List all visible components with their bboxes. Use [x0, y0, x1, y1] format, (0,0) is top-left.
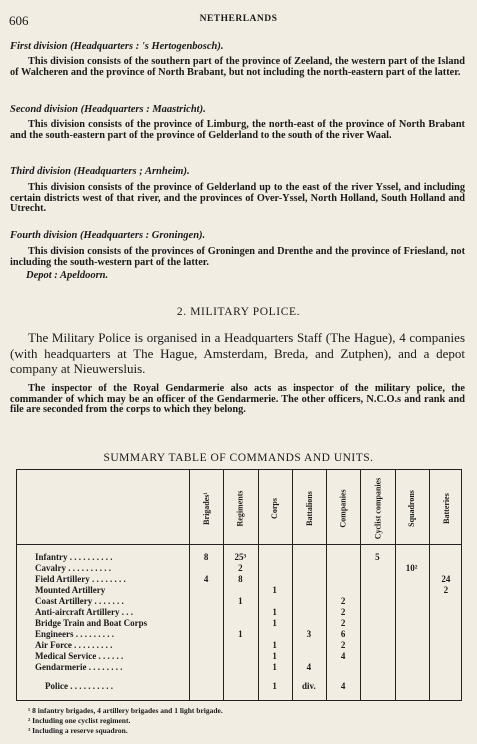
table-cell: 4 — [340, 681, 346, 691]
table-cell: 1 — [272, 618, 277, 628]
column-header — [230, 476, 250, 540]
division-text: This division consists of the province of Gelderland up to the east of the river Yssel, and including certain districts west of that river, and the provinces of Over-Yssel, North Holland, South Holland and Utrecht. — [10, 182, 465, 215]
row-label: Engineers . . . . . . . . . — [35, 629, 115, 639]
inspector-paragraph: The inspector of the Royal Gendarmerie also acts as inspector of the military police, the commander of which may be an officer of the Gendarmerie. The other officers, N.C.O.s and rank and file are seconded from the corps to which they belong. — [10, 383, 465, 416]
column-header — [299, 476, 319, 540]
column-header-label: Squadrons — [407, 489, 417, 527]
column-rule — [429, 470, 430, 700]
table-cell: 2 — [443, 585, 449, 595]
section-title: MILITARY POLICE. — [190, 306, 301, 318]
running-title: NETHERLANDS — [199, 14, 278, 24]
column-header-label: Battalions — [304, 490, 314, 526]
column-header-label: Cyclist companies — [372, 477, 382, 539]
table-cell: 4 — [306, 662, 312, 672]
row-label: Infantry . . . . . . . . . . — [35, 552, 113, 562]
table-cell: 1 — [238, 596, 243, 606]
row-label: Bridge Train and Boat Corps — [35, 618, 148, 628]
column-header-label: Brigades¹ — [201, 491, 211, 525]
table-cell: 2 — [340, 607, 346, 617]
row-label: Police . . . . . . . . . . — [45, 681, 113, 691]
division-text: This division consists of the southern part of the province of Zeeland, the western part of the Island of Walcheren and the province of North Brabant, but not including the north-eastern part of the latter. — [10, 56, 465, 78]
table-cell: 24 — [441, 574, 451, 584]
table-cell: 1 — [272, 681, 277, 691]
table-cell: 3 — [306, 629, 312, 639]
table-cell: 1 — [238, 629, 243, 639]
column-header — [367, 476, 387, 540]
row-label: Air Force . . . . . . . . . — [35, 640, 113, 650]
column-header-label: Corps — [270, 497, 280, 519]
table-cell: 2 — [238, 563, 243, 573]
table-cell: 5 — [375, 552, 380, 562]
table-cell: 10² — [405, 563, 418, 573]
column-header — [402, 476, 422, 540]
division-heading: Third division (Headquarters ; Arnheim). — [10, 166, 190, 177]
table-cell: 2 — [340, 596, 346, 606]
table-cell: 6 — [340, 629, 346, 639]
page-number: 606 — [9, 13, 29, 28]
footnote: ² Including one cyclist regiment. — [28, 716, 131, 725]
division-heading: First division (Headquarters : 's Hertogenbosch). — [10, 41, 224, 52]
table-cell: 25³ — [234, 552, 247, 562]
column-rule — [258, 470, 259, 700]
row-label: Medical Service . . . . . . — [35, 651, 124, 661]
summary-table — [16, 469, 462, 701]
column-header — [265, 476, 285, 540]
row-label: Cavalry . . . . . . . . . . — [35, 563, 111, 573]
table-cell: 4 — [203, 574, 209, 584]
column-rule — [292, 470, 293, 700]
column-header-label: Regiments — [235, 490, 245, 526]
table-cell: 2 — [340, 640, 346, 650]
table-cell: 1 — [272, 662, 277, 672]
column-header-label: Companies — [338, 488, 348, 528]
table-cell: 8 — [203, 552, 209, 562]
row-label: Field Artillery . . . . . . . . — [35, 574, 126, 584]
column-rule — [395, 470, 396, 700]
row-label: Coast Artillery . . . . . . . — [35, 596, 124, 606]
table-cell: 1 — [272, 640, 277, 650]
table-cell: 8 — [238, 574, 243, 584]
section-heading — [0, 306, 477, 318]
column-rule — [360, 470, 361, 700]
footnote: ¹ 8 infantry brigades, 4 artillery brigades and 1 light brigade. — [28, 706, 223, 715]
division-heading: Fourth division (Headquarters : Groningen). — [10, 230, 206, 241]
table-cell: 1 — [272, 607, 277, 617]
row-label: Anti-aircraft Artillery . . . — [35, 607, 134, 617]
column-rule — [189, 470, 190, 700]
column-header-label: Batteries — [441, 492, 451, 524]
row-label: Mounted Artillery — [35, 585, 106, 595]
row-label: Gendarmerie . . . . . . . . — [35, 662, 123, 672]
table-cell: div. — [301, 681, 316, 691]
table-cell: 4 — [340, 651, 346, 661]
division-text: This division consists of the provinces of Groningen and Drenthe and the province of Friesland, not including the south-western part of the latter. — [10, 246, 465, 268]
column-header — [436, 476, 456, 540]
column-rule — [223, 470, 224, 700]
division-text: This division consists of the province of Limburg, the north-east of the province of North Brabant and the south-eastern part of the province of Gelderland to the south of the river Waal. — [10, 119, 465, 141]
table-cell: 1 — [272, 651, 277, 661]
column-header — [333, 476, 353, 540]
division-heading: Second division (Headquarters : Maastricht). — [10, 104, 206, 115]
summary-table-title: SUMMARY TABLE OF COMMANDS AND UNITS. — [103, 452, 374, 464]
table-cell: 1 — [272, 585, 277, 595]
footnote: ³ Including a reserve squadron. — [28, 726, 128, 735]
column-header — [196, 476, 216, 540]
section-number: 2. — [176, 306, 187, 318]
table-cell: 2 — [340, 618, 346, 628]
depot-line: Depot : Apeldoorn. — [26, 270, 109, 281]
column-rule — [326, 470, 327, 700]
police-paragraph: The Military Police is organised in a Headquarters Staff (The Hague), 4 companies (with headquarters at The Hague, Amsterdam, Breda, and Zutphen), and a depot company at Nieuwersluis. — [10, 330, 465, 376]
